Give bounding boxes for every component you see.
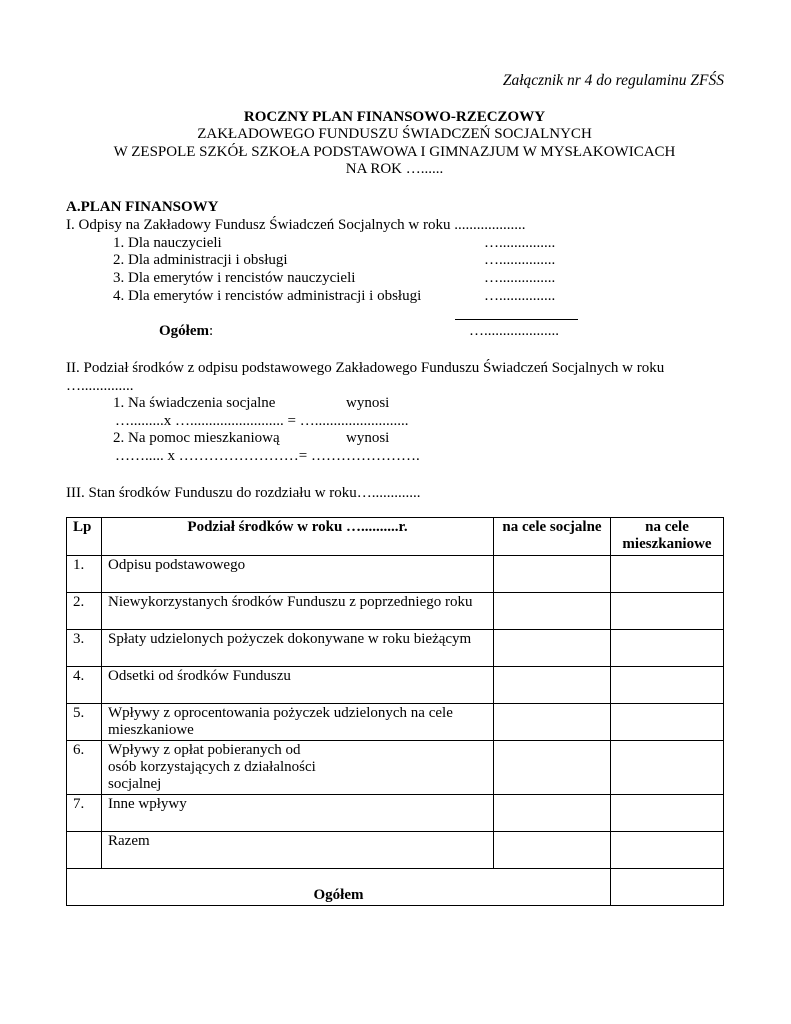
row-social-cell[interactable] [494, 667, 611, 704]
item-2-value: …............... [484, 252, 556, 268]
row-description: Wpływy z oprocentowania pożyczek udzielonych na cele mieszkaniowe [102, 704, 494, 741]
row-description: Niewykorzystanych środków Funduszu z poprzedniego roku [102, 593, 494, 630]
section-iii-title: III. Stan środków Funduszu do rozdziału w roku…............. [66, 485, 421, 501]
row-social-cell[interactable] [494, 795, 611, 832]
table-total-cell[interactable] [611, 869, 724, 906]
total-label: Ogółem [159, 323, 209, 339]
row-housing-cell[interactable] [611, 556, 724, 593]
row-housing-cell[interactable] [611, 795, 724, 832]
item-3-value: …............... [484, 270, 556, 286]
row-housing-cell[interactable] [611, 741, 724, 795]
ii-item-1-wynosi: wynosi [346, 395, 390, 411]
distribution-table [66, 517, 724, 906]
row-social-cell[interactable] [494, 593, 611, 630]
item-1-value: …............... [484, 235, 556, 251]
title-line-2: ZAKŁADOWEGO FUNDUSZU ŚWIADCZEŃ SOCJALNYCH [197, 126, 592, 142]
row-description: Wpływy z opłat pobieranych od osób korzystających z działalności socjalnej [102, 741, 494, 795]
row-lp: 1. [67, 556, 102, 593]
table-row [67, 630, 724, 667]
header-housing: na cele mieszkaniowe [611, 518, 724, 556]
table-row [67, 832, 724, 869]
item-4-label: 4. Dla emerytów i rencistów administracji i obsługi [113, 288, 422, 304]
table-row [67, 741, 724, 795]
row-lp: 4. [67, 667, 102, 704]
row-lp: 3. [67, 630, 102, 667]
ii-item-2-label: 2. Na pomoc mieszkaniową [113, 430, 280, 446]
row-lp: 2. [67, 593, 102, 630]
table-row [67, 556, 724, 593]
row-social-cell[interactable] [494, 556, 611, 593]
item-4-value: …............... [484, 288, 556, 304]
part1-title: I. Odpisy na Zakładowy Fundusz Świadczeń Socjalnych w roku ................... [66, 217, 526, 233]
row-housing-cell[interactable] [611, 593, 724, 630]
row-description: Spłaty udzielonych pożyczek dokonywane w roku bieżącym [102, 630, 494, 667]
total-value: ….................... [469, 323, 559, 339]
row-lp: 7. [67, 795, 102, 832]
row-social-cell[interactable] [494, 741, 611, 795]
row-housing-cell[interactable] [611, 704, 724, 741]
row-description: Odsetki od środków Funduszu [102, 667, 494, 704]
section-ii-title-cont: ….............. [66, 378, 134, 394]
table-total-row [67, 869, 724, 906]
header-lp: Lp [67, 518, 102, 556]
header-social: na cele socjalne [494, 518, 611, 556]
sum-divider [455, 319, 578, 320]
attachment-note: Załącznik nr 4 do regulaminu ZFŚS [502, 72, 724, 89]
row-lp [67, 832, 102, 869]
row-social-cell[interactable] [494, 630, 611, 667]
row-housing-cell[interactable] [611, 667, 724, 704]
title-line-3: W ZESPOLE SZKÓŁ SZKOŁA PODSTAWOWA I GIMNAZJUM W MYSŁAKOWICACH [113, 144, 676, 160]
table-row [67, 667, 724, 704]
table-total-label: Ogółem [67, 869, 611, 906]
row-housing-cell[interactable] [611, 832, 724, 869]
row-housing-cell[interactable] [611, 630, 724, 667]
section-ii-title: II. Podział środków z odpisu podstawowego Zakładowego Funduszu Świadczeń Socjalnych w roku [66, 360, 665, 376]
title-line-1: ROCZNY PLAN FINANSOWO-RZECZOWY [243, 109, 546, 125]
section-a-heading: A.PLAN FINANSOWY [66, 199, 219, 215]
ii-item-2-formula: ……..... x ……………………= …………………. [115, 448, 420, 464]
row-lp: 5. [67, 704, 102, 741]
header-description: Podział środków w roku …..........r. [102, 518, 494, 556]
row-social-cell[interactable] [494, 704, 611, 741]
item-2-label: 2. Dla administracji i obsługi [113, 252, 288, 268]
row-description: Razem [102, 832, 494, 869]
title-line-4: NA ROK …...... [345, 161, 444, 177]
item-1-label: 1. Dla nauczycieli [113, 235, 222, 251]
table-header-row [67, 518, 724, 556]
ii-item-1-formula: ….........x …......................... = …......................... [115, 413, 409, 429]
item-3-label: 3. Dla emerytów i rencistów nauczycieli [113, 270, 356, 286]
table-row [67, 593, 724, 630]
row-description: Inne wpływy [102, 795, 494, 832]
row-description: Odpisu podstawowego [102, 556, 494, 593]
ii-item-1-label: 1. Na świadczenia socjalne [113, 395, 276, 411]
ii-item-2-wynosi: wynosi [346, 430, 390, 446]
row-lp: 6. [67, 741, 102, 795]
row-social-cell[interactable] [494, 832, 611, 869]
table-row [67, 795, 724, 832]
total-row [159, 323, 213, 340]
table-row [67, 704, 724, 741]
total-colon: : [209, 323, 214, 339]
